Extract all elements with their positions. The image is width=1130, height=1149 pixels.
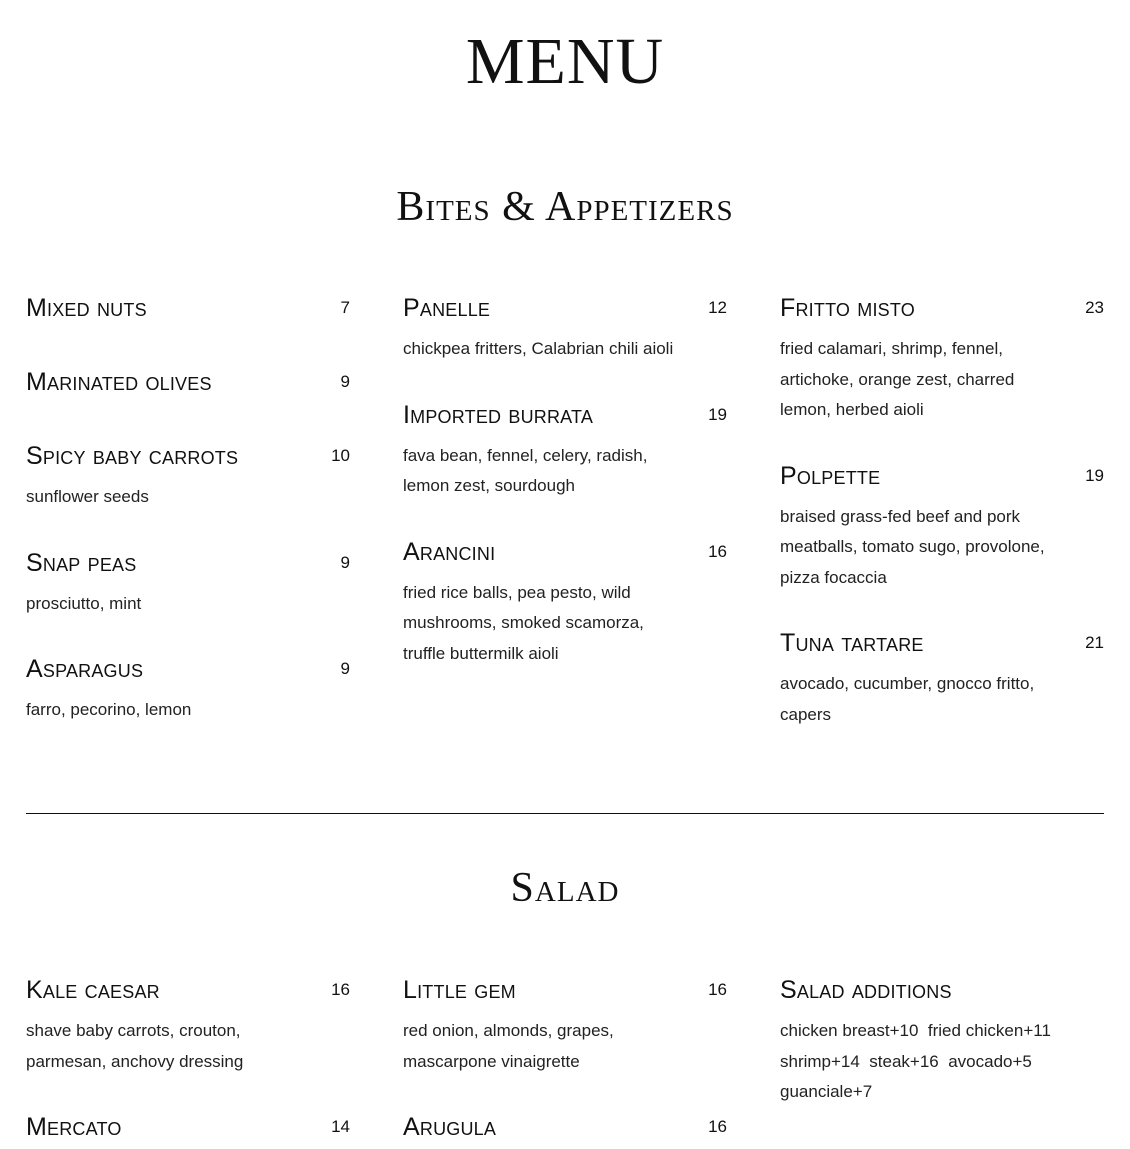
menu-item bbox=[26, 548, 350, 620]
bites-column-2 bbox=[403, 293, 727, 669]
item-name: Arancini bbox=[403, 537, 496, 566]
item-name: Arugula bbox=[403, 1113, 497, 1141]
item-price: 14 bbox=[331, 1117, 350, 1136]
item-description: red onion, almonds, grapes, mascarpone vinaigrette bbox=[403, 1021, 614, 1071]
salad-column-2 bbox=[403, 975, 727, 1142]
menu-item bbox=[780, 975, 1104, 1108]
item-price: 16 bbox=[708, 980, 727, 999]
menu-item bbox=[26, 654, 350, 726]
section-divider bbox=[26, 813, 1104, 814]
menu-item bbox=[403, 400, 727, 502]
item-name: Polpette bbox=[780, 461, 881, 490]
item-name: Mercato bbox=[26, 1113, 122, 1141]
item-description: sunflower seeds bbox=[26, 487, 149, 506]
item-price: 21 bbox=[1085, 633, 1104, 652]
item-name: Kale caesar bbox=[26, 976, 160, 1004]
item-price: 9 bbox=[340, 659, 350, 678]
item-price: 16 bbox=[708, 1117, 727, 1136]
item-name: Fritto misto bbox=[780, 294, 915, 322]
item-name: Snap peas bbox=[26, 548, 137, 577]
menu-item bbox=[780, 461, 1104, 594]
item-description: fava bean, fennel, celery, radish, lemon zest, sourdough bbox=[403, 445, 648, 495]
page-title: MENU bbox=[465, 25, 665, 98]
item-name: Spicy baby carrots bbox=[26, 442, 239, 470]
item-price: 23 bbox=[1085, 298, 1104, 317]
menu-item bbox=[26, 367, 350, 397]
item-price: 7 bbox=[340, 298, 350, 317]
item-name: Little gem bbox=[403, 976, 516, 1004]
menu-item bbox=[26, 975, 350, 1077]
section-title-bites: Bites & Appetizers bbox=[396, 184, 734, 230]
item-description: braised grass-fed beef and pork meatballs, tomato sugo, provolone, pizza focaccia bbox=[780, 506, 1045, 587]
item-price: 10 bbox=[331, 446, 350, 465]
item-description: fried calamari, shrimp, fennel, artichoke, orange zest, charred lemon, herbed aioli bbox=[780, 339, 1015, 419]
item-name: Imported burrata bbox=[403, 400, 594, 429]
salad-column-1 bbox=[26, 975, 350, 1142]
item-name: Tuna tartare bbox=[780, 629, 924, 657]
item-name: Marinated olives bbox=[26, 368, 212, 396]
item-price: 9 bbox=[340, 552, 350, 572]
menu-item bbox=[26, 1112, 350, 1142]
menu-item bbox=[780, 293, 1104, 426]
item-description: fried rice balls, pea pesto, wild mushrooms, smoked scamorza, truffle buttermilk aioli bbox=[403, 582, 644, 663]
item-price: 16 bbox=[708, 541, 727, 561]
bites-column-3 bbox=[780, 293, 1104, 730]
item-name: Mixed nuts bbox=[26, 294, 147, 322]
menu-item bbox=[403, 975, 727, 1077]
menu-item bbox=[403, 537, 727, 670]
item-description: chickpea fritters, Calabrian chili aioli bbox=[403, 339, 674, 358]
menu-item bbox=[780, 628, 1104, 730]
item-price: 19 bbox=[1085, 465, 1104, 485]
bites-column-1 bbox=[26, 293, 350, 726]
item-name: Asparagus bbox=[26, 655, 144, 683]
item-description: shave baby carrots, crouton, parmesan, anchovy dressing bbox=[26, 1021, 244, 1071]
item-price: 12 bbox=[708, 298, 727, 317]
item-price: 16 bbox=[331, 980, 350, 999]
item-description: prosciutto, mint bbox=[26, 593, 142, 613]
salad-column-3 bbox=[780, 975, 1104, 1108]
menu-item bbox=[403, 1112, 727, 1142]
item-name: Salad additions bbox=[780, 976, 952, 1004]
menu-item bbox=[403, 293, 727, 365]
item-description: farro, pecorino, lemon bbox=[26, 700, 192, 719]
menu-item bbox=[26, 293, 350, 323]
item-name: Panelle bbox=[403, 294, 491, 322]
section-title-salad: Salad bbox=[510, 865, 620, 911]
menu-item bbox=[26, 441, 350, 513]
item-price: 9 bbox=[340, 372, 350, 391]
item-price: 19 bbox=[708, 404, 727, 424]
item-description: chicken breast+10 fried chicken+11 shrimp+14 steak+16 avocado+5 guanciale+7 bbox=[780, 1021, 1066, 1101]
item-description: avocado, cucumber, gnocco fritto, capers bbox=[780, 674, 1035, 724]
